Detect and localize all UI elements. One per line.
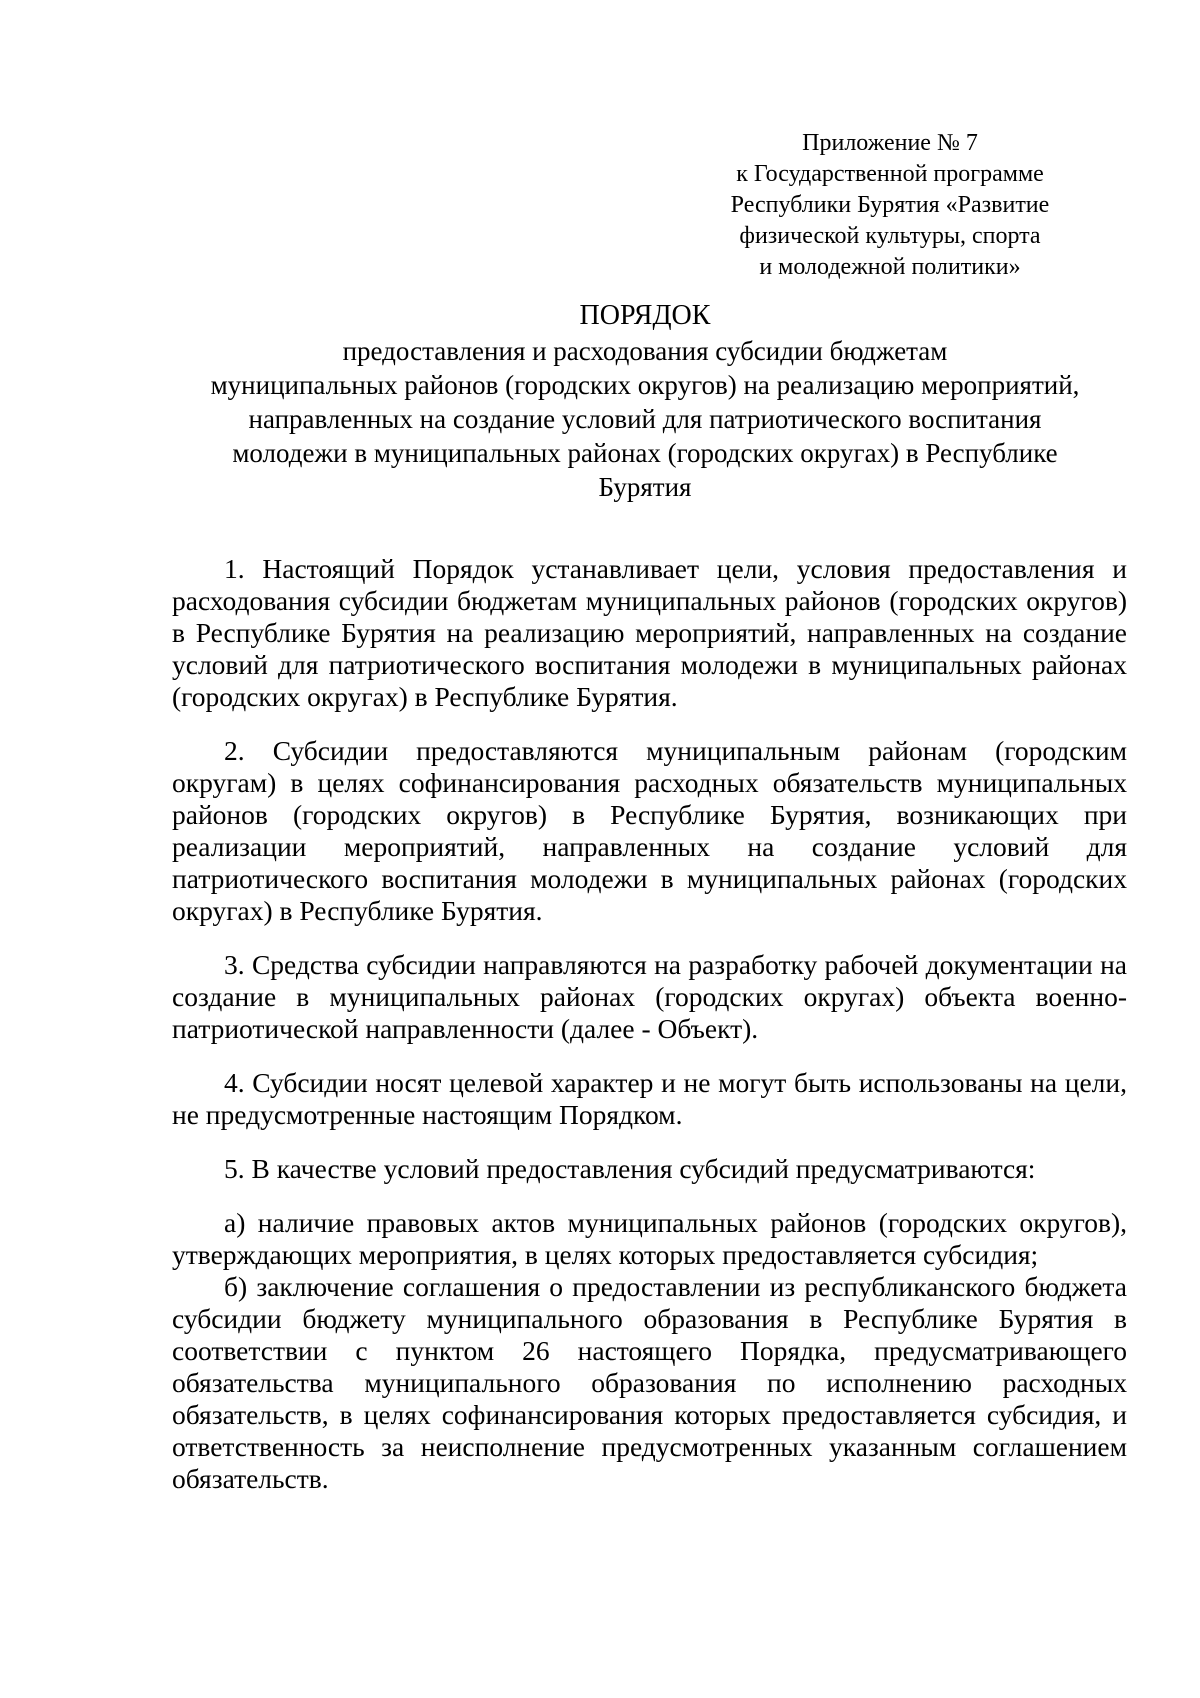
paragraph-4: 4. Субсидии носят целевой характер и не могут быть использованы на цели, не предусмотренные настоящим Порядком. <box>172 1067 1127 1130</box>
document-body <box>172 553 1127 1517</box>
subtitle-line: муниципальных районов (городских округов) на реализацию мероприятий, <box>210 370 1080 400</box>
appendix-line: Республики Бурятия «Развитие <box>730 192 1050 218</box>
paragraph-5a: а) наличие правовых актов муниципальных районов (городских округов), утверждающих мероприятия, в целях которых предоставляется субсидия; <box>172 1207 1127 1270</box>
paragraph-3: 3. Средства субсидии направляются на разработку рабочей документации на создание в муниципальных районах (городских округах) объекта военно-патриотической направленности (далее - Объект). <box>172 949 1127 1044</box>
appendix-line: Приложение № 7 <box>802 130 978 156</box>
document-title <box>160 298 1130 504</box>
paragraph-5: 5. В качестве условий предоставления субсидий предусматриваются: <box>224 1153 1036 1184</box>
paragraph-1: 1. Настоящий Порядок устанавливает цели, условия предоставления и расходования субсидии бюджетам муниципальных районов (городских округов) в Республике Бурятия на реализацию мероприятий, направленных на создание условий для патриотического воспитания молодежи в муниципальных районах (городских округах) в Республике Бурятия. <box>172 553 1127 712</box>
subtitle-line: Бурятия <box>598 472 692 502</box>
paragraph-5b: б) заключение соглашения о предоставлении из республиканского бюджета субсидии бюджету муниципального образования в Республике Бурятия в соответствии с пунктом 26 настоящего Порядка, предусматривающего обязательства муниципального образования по исполнению расходных обязательств, в целях софинансирования которых предоставляется субсидия, и ответственность за неисполнение предусмотренных указанным соглашением обязательств. <box>172 1271 1127 1494</box>
appendix-note <box>690 128 1090 283</box>
appendix-line: к Государственной программе <box>736 161 1044 187</box>
subtitle-line: предоставления и расходования субсидии бюджетам <box>342 336 948 366</box>
appendix-line: и молодежной политики» <box>759 254 1021 280</box>
subtitle-line: молодежи в муниципальных районах (городских округах) в Республике <box>232 438 1058 468</box>
appendix-line: физической культуры, спорта <box>739 223 1041 249</box>
title-subtitle <box>160 334 1130 504</box>
title-heading: ПОРЯДОК <box>579 300 711 331</box>
subtitle-line: направленных на создание условий для патриотического воспитания <box>248 404 1042 434</box>
paragraph-2: 2. Субсидии предоставляются муниципальным районам (городским округам) в целях софинансирования расходных обязательств муниципальных районов (городских округов) в Республике Бурятия, возникающих при реализации мероприятий, направленных на создание условий для патриотического воспитания молодежи в муниципальных районах (городских округах) в Республике Бурятия. <box>172 735 1127 926</box>
